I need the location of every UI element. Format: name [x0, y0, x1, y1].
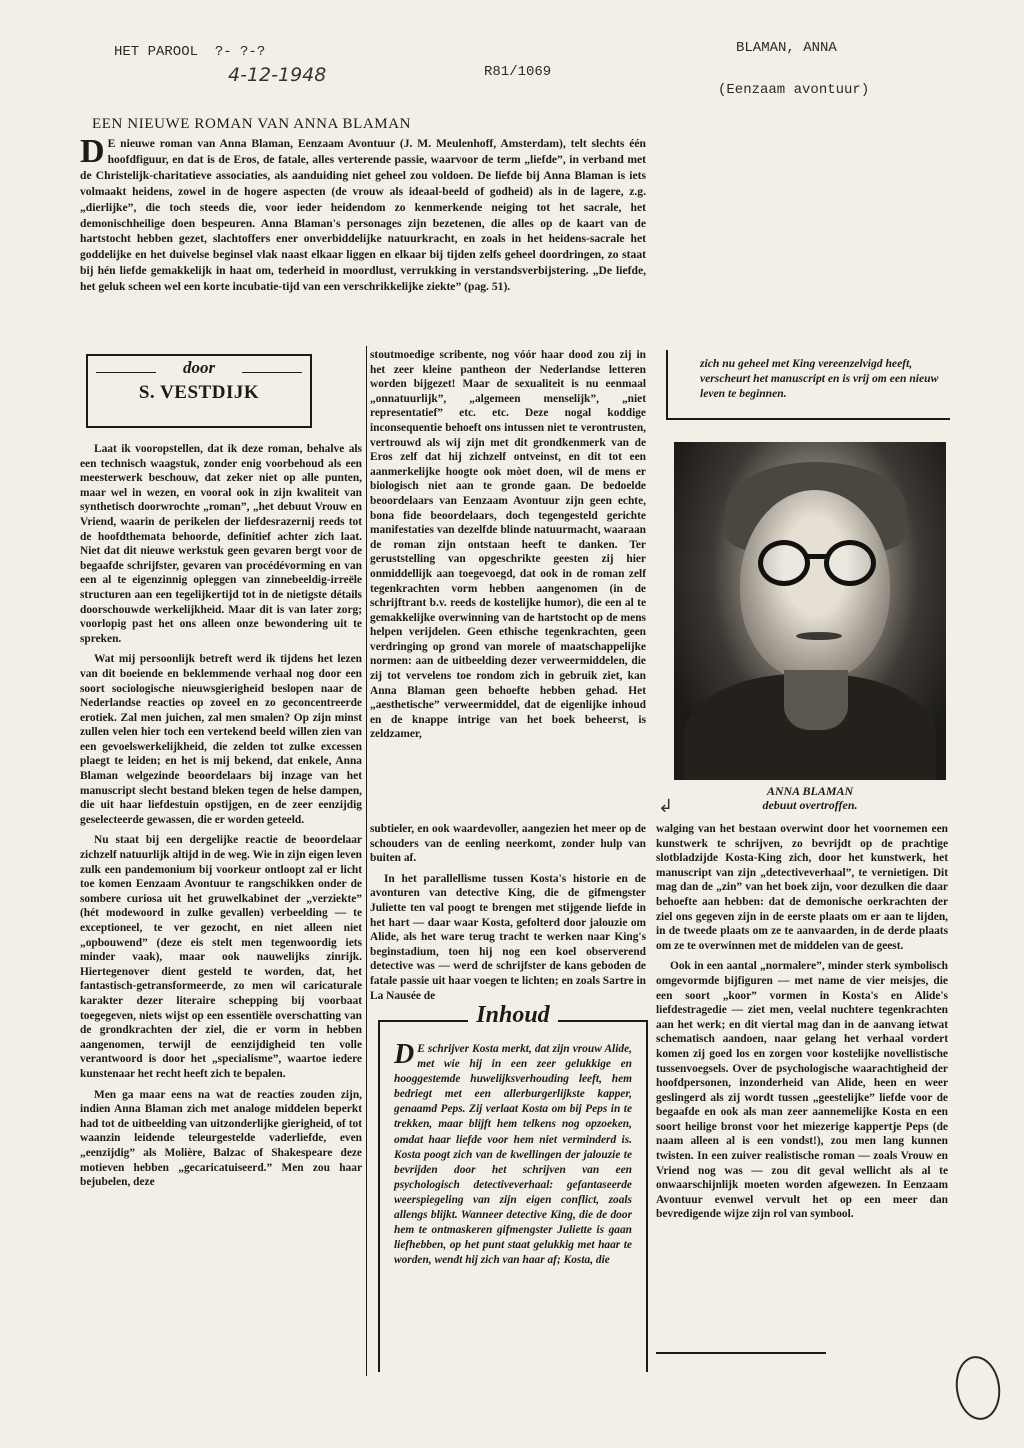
article-lead: D E nieuwe roman van Anna Blaman, Eenzaam Avontuur (J. M. Meulenhoff, Amsterdam), telt slechts één hoofdfiguur, en dat is de Eros, de fatale, alles verterende passie, waarvoor de term „liefde”, in verband met de Christelijk-charitatieve associaties, als aanduiding niet geheel zou voldoen. De liefde bij Anna Blaman is iets volmaakt heidens, zowel in de hogere aspecten (de vrouw als ideaal-beeld of godheid) als in de lagere, z.g. „dierlijke”, die toch steeds die, voor ieder heidendom zo kenmerkende neiging tot het sacrale, het demonischheilige doen bespeuren. Anna Blaman's personages zijn bezetenen, die alles op de kaart van de hartstocht hebben gezet, slachtoffers ener onverbiddelijke natuurkracht, en zoals in het heidens-sacrale het goddelijke en het duivelse beginsel vlak naast elkaar liggen en elkaar bij tijden zelfs geheel doordringen, zo staat bij hén liefde gemakkelijk in haat om, tederheid in moordlust, verrukking in verstandsverbijstering. „De liefde, het geluk scheen wel een korte incubatie-tijd van een verschrikkelijke ziekte” (pag. 51).	[80, 133, 646, 294]
catalog-number: R81/1069	[484, 64, 552, 80]
index-author: BLAMAN, ANNA	[736, 40, 837, 56]
paragraph: In het parallellisme tussen Kosta's historie en de avonturen van detective King, die de gifmengster Juliette ten val poogt te brengen met stijgende liefde in het hart — daar waar Kosta, gefolterd door jalouzie om Alide, als het ware terug tracht te werken naar King's beginstadium, toen hij nog een koel observerend detective was — werd de schrijfster de kans geboden de fatale passie uit haar voegen te lichten; en zoals Sartre in La Nausée de	[370, 872, 646, 1002]
handwritten-zero-mark	[952, 1353, 1004, 1423]
index-book-title: (Eenzaam avontuur)	[718, 82, 870, 98]
paragraph: walging van het bestaan overwint door het voornemen een kunstwerk te schrijven, zo bevrijdt op de prachtige slotbladzijde Kosta-King zich, door het kunstwerk, het manuscript van zijn „detectiveverhaal”, te vernietigen. Dit mag dan de „zin” van het boek zijn, voor dezulken die daar behoefte aan hebben: dat de demonische oerkrachten der ziel ons gegeven zijn in de eerste plaats om er aan te lijden, in de tweede plaats om ze te aanvaarden, in de derde plaats om ze te overwinnen met de middelen van de geest.	[656, 823, 948, 952]
paragraph: Laat ik vooropstellen, dat ik deze roman, behalve als een technisch waagstuk, zonder enig voorbehoud als een meesterwerk beschouw, dat zeker niet op alle punten, maar wel in wezen, en vooral ook in zijn kwaliteit van synthetisch doorwrochte „roman”, „het debuut Vrouw en Vriend, waarin de perikelen der liefdesrazernij reeds tot de hoofdthemata behoorde, definitief achter zich laat. Niet dat dit nieuwe werkstuk geen gevaren bergt voor de begaafde schrijfster, gevaren van procédévorming en van een al te eigenzinnig opleggen van zinnebeeldig-irreële structuren aan een tegelijkertijd tot in de nietigste détails doorschouwde werkelijkheid. Maar dit is van later zorg; voorlopig past het ons alleen onze bewondering uit te spreken.	[80, 443, 362, 645]
paragraph: Ook in een aantal „normalere”, minder sterk symbolisch omgevormde bijfiguren — met name de vier meisjes, die een soort „koor” vormen in Kosta's en Alide's liefdestragedie — ziet men, veelal nuchtere tegenkrachten aan het werk; en dit viertal mag dan in de aanvang ietwat schematisch aandoen, naar gelang het verhaal vordert komen zij goed los en zorgen voor kostelijke novellistische tussenvoegsels. Over de psychologische waarachtigheid der hoofdpersonen, inzonderheid van Alide, heen en weer geslingerd als zij wordt tussen „geestelijke” liefde voor de begaafde en ook als man zeer aannemelijke Kosta en een soort heilige bronst voor het miezerige kappertje Peps (de naam alleen al is een vondst!), zou men lang kunnen twisten. In een zuiver realistische roman — zoals Vrouw en Vriend nog was — zou dit geval wellicht als al te onwaarschijnlijk moeten worden afgewezen. In Eenzaam Avontuur evenwel vervult het op een meer dan bevredigende wijze zijn rol van symbool.	[656, 960, 948, 1221]
handwritten-mark-icon: ↲	[658, 796, 674, 817]
portrait-caption-sub: debuut overtroffen.	[762, 798, 858, 812]
lead-dropcap: D	[80, 133, 105, 170]
inhoud-box	[378, 1002, 648, 1372]
date-placeholder: ?- ?-?	[214, 44, 266, 60]
article-column-2-continued	[370, 822, 646, 1009]
byline-door: door	[182, 358, 216, 377]
handwritten-date: 4-12-1948	[228, 64, 327, 86]
inhoud-dropcap: D	[394, 1039, 415, 1070]
paragraph: Men ga maar eens na wat de reacties zouden zijn, indien Anna Blaman zich met analoge middelen beperkt had tot de uitbeelding van uitzonderlijke gierigheid, of tot waanzin leidende teleurgestelde vaderliefde, even „eenzijdig” als Molière, Balzac of Shakespeare deze motieven hebben „gecaricatuiseerd.” Men zou haar bejubelen, deze	[80, 1088, 362, 1189]
summary-caption-box: zich nu geheel met King vereenzelvigd heeft, verscheurt het manuscript en is vrij om een nieuw leven te beginnen.	[666, 350, 950, 420]
article-column-2	[370, 348, 646, 748]
paragraph: Nu staat bij een dergelijke reactie de beoordelaar zichzelf natuurlijk altijd in de weg. Wie in zijn eigen leven zulk een pandemonium bij voorkeur ontloopt zal er licht toe komen Eenzaam Avontuur te rangschikken onder de sombere curiosa uit het gruwelkabinet der „verziekte” (hét modewoord in zulke gevallen) verbeelding — te exceptioneel, te ver gezocht, en niet alleen niet „opbouwend” (deze eis stelt men tegenwoordig iets minder vaak), maar ook nauwelijks zinrijk. Hiertegenover dient gesteld te worden, dat, het fantastisch-getransformeerde, zo men wil caricaturale karakter dezer literaire schepping bij voorbaat toegegeven, niets wijst op een essentiële overschatting van de grondkrachten der ziel, die er vorm in hebben aangenomen, terwijl de eenzijdigheid ten volle verantwoord is door het „specialisme”, waartoe iedere kunstenaar het recht heeft zich te bepalen.	[80, 834, 362, 1080]
article-column-3	[656, 822, 948, 1228]
paragraph: subtieler, en ook waardevoller, aangezien het meer op de schouders van de eenling neerkomt, zonder hulp van buiten af.	[370, 823, 646, 865]
newspaper-name: HET PAROOL ?- ?-?	[114, 44, 266, 60]
paragraph: stoutmoedige scribente, nog vóór haar dood zou zij in het zeer kleine pantheon der Nederlandse letteren worden bijgezet! Maar de sexualiteit is nu eenmaal „onnatuurlijk”, „algemeen menselijk”, „niet representatief” etc. etc. Deze nogal koddige inconsequentie behoeft ons intussen niet te verontrusten, vertrouwd als wij zijn met dit grondkenmerk van de Eros zelf dat hij zichzelf ontveinst, en dit tot een aanmerkelijke hoogte ook mòet doen, wil de mens er biologisch niet aan te gronde gaan. De bedoelde beoordelaars van Eenzaam Avontuur zijn geen echte, bona fide beoordelaars, doch tegengesteld gerichte manifestaties van dezelfde blinde natuurmacht, waaraan de roman zijn ontstaan heeft te danken. Ter geruststelling van opgeschrikte geesten zij hier onmiddellijk aan toegevoegd, dat ook in de roman zelf tegenkrachten vorm hebben aangenomen (in de schrijftrant b.v. reeds de kostelijke humor), die een al te gemakkelijke overwinning van de hartstocht op de mens helpen verijdelen. Geen ethische tegenkrachten, geen verdringing op grond van morele of maatschappelijke normen: aan de uitbeelding dezer verweermiddelen, die zij tot vervelens toe rondom zich in gebruik ziet, kan Anna Blaman geen behoefte hebben gehad. Het „aesthetische” verweermiddel, dat de eigenlijke inhoud en de knappe intrige van het boek beheerst, is zeldzamer,	[370, 349, 646, 741]
portrait-caption-name: ANNA BLAMAN	[766, 784, 854, 798]
inhoud-text: D E schrijver Kosta merkt, dat zijn vrouw Alide, met wie hij in een zeer gelukkige en hooggestemde huwelijksverhouding leeft, hem bedriegt met een allerburgerlijkste kapper, genaamd Peps. Zij verlaat Kosta om bij Peps in te trekken, maar blijft hem telkens nog opzoeken, omdat haar liefde voor hem niet verminderd is. Kosta poogt zich van de kwellingen der jalouzie te bevrijden door het schrijven van een psychologisch detectiveverhaal: gefantaseerde weerspiegeling van zijn eigen conflict, zoals allengs blijkt. Wanneer detective King, die de door hem te ontmaskeren gifmengster Juliette is gaan liefhebben, op het punt staat gelukkig met haar te worden, wendt hij zich van haar af; Kosta, die	[394, 1039, 632, 1267]
article-title: EEN NIEUWE ROMAN VAN ANNA BLAMAN	[92, 116, 412, 132]
author-portrait	[674, 442, 946, 780]
byline-author: S. VESTDIJK	[138, 382, 260, 403]
portrait-caption	[674, 784, 946, 812]
paragraph: Wat mij persoonlijk betreft werd ik tijdens het lezen van dit boeiende en beklemmende verhaal nog door een soort sociologische nieuwsgierigheid beslopen naar de Nederlandse reacties op zoveel en zo geconcentreerde erotiek. Zal men juichen, zal men smalen? Op zijn minst zullen velen hier toch een vertekend beeld willen zien van een gevoelswerkelijkheid, die zelden tot zulke excessen plaegt te leiden; en het is mij bekend, dat enkele, Anna Blaman welgezinde beoordelaars bij inzage van het manuscript slecht bestand bleken tegen de helse dampen, die uit haar liefdestuin opstijgen, en de zeer eenzijdig geselecteerde gewassen, die er worden geteeld.	[80, 653, 362, 826]
article-column-1	[80, 442, 362, 1196]
inhoud-title: Inhoud	[380, 1002, 646, 1029]
byline-box	[86, 354, 312, 428]
glasses-icon	[758, 540, 810, 586]
